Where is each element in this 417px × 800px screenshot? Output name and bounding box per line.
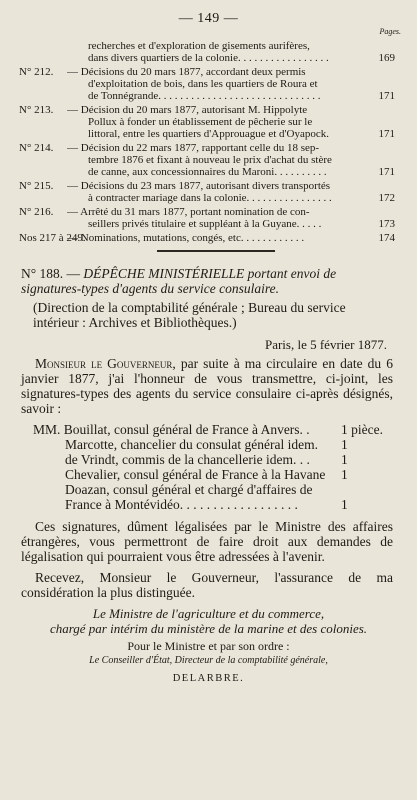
toc-entry-text bbox=[67, 142, 381, 178]
agents-list bbox=[33, 422, 393, 512]
toc-entry-page: 171 bbox=[378, 90, 395, 102]
agent-name: de Vrindt, commis de la chancellerie idem. . . bbox=[65, 452, 310, 467]
toc-entry-page: 172 bbox=[378, 192, 395, 204]
toc-entry-number: N° 213. bbox=[19, 104, 54, 116]
toc-entry-text bbox=[67, 104, 381, 140]
paragraph-intro-text: par suite à ma circulaire en date du 6 janvier 1877, j'ai l'honneur de vous transmettre, ci-joint, les signatures-types des agents du service consulaire ci-après désignés, savoir : bbox=[21, 356, 393, 416]
toc-entry-text bbox=[88, 40, 381, 64]
letter-date: Paris, le 5 février 1877. bbox=[264, 337, 387, 352]
pages-column-label: Pages. bbox=[379, 27, 401, 36]
list-item bbox=[33, 422, 393, 437]
table-of-contents bbox=[0, 40, 417, 246]
section-divider bbox=[157, 250, 275, 252]
signature-order: Pour le Ministre et par son ordre : bbox=[127, 639, 290, 653]
signature-minister bbox=[0, 606, 417, 636]
paragraph-closing: Recevez, Monsieur le Gouverneur, l'assurance de ma considération la plus distinguée. bbox=[21, 570, 393, 600]
document-title-text: DÉPÊCHE MINISTÉRIELLE portant envoi de signatures-types d'agents du service consulaire. bbox=[21, 266, 337, 296]
paragraph-legalization: Ces signatures, dûment légalisées par le Ministre des affaires étrangères, vous permettront de faire droit aux demandes de légalisation qui pourraient vous être adressées à l'avenir. bbox=[21, 519, 393, 564]
toc-line: de Tonnégrande. . . . . . . . . . . . . . . . . . . . . . . . . . . . . . bbox=[88, 90, 321, 102]
toc-entry-page: 173 bbox=[378, 218, 395, 230]
agent-quantity: 1 bbox=[341, 437, 348, 452]
toc-line: — Décisions du 23 mars 1877, autorisant divers transportés bbox=[67, 180, 331, 192]
salutation: Monsieur le Gouverneur, bbox=[35, 356, 176, 371]
toc-entry bbox=[0, 180, 417, 204]
list-item bbox=[33, 467, 393, 482]
agent-name: Doazan, consul général et chargé d'affaires de bbox=[65, 482, 313, 497]
toc-line: de canne, aux concessionnaires du Maroni. . . . . . . . . . bbox=[88, 166, 327, 178]
signature-name: DELARBRE. bbox=[172, 673, 245, 684]
toc-line: à contracter mariage dans la colonie. . . . . . . . . . . . . . . . bbox=[88, 192, 332, 204]
toc-line: — Décision du 22 mars 1877, rapportant celle du 18 sep- bbox=[67, 142, 320, 154]
toc-line: recherches et d'exploration de gisements aurifères, bbox=[88, 40, 310, 52]
agent-quantity: 1 bbox=[341, 497, 348, 512]
toc-entry-text bbox=[67, 180, 381, 204]
toc-entry-page: 171 bbox=[378, 166, 395, 178]
signature-director: Le Conseiller d'État, Directeur de la comptabilité générale, bbox=[89, 655, 328, 666]
toc-entry bbox=[0, 142, 417, 178]
signature-line: Le Ministre de l'agriculture et du commerce, bbox=[92, 606, 325, 621]
agent-name: Marcotte, chancelier du consulat général idem. bbox=[65, 437, 319, 452]
document-title bbox=[21, 266, 393, 296]
toc-entry-number: N° 216. bbox=[19, 206, 54, 218]
toc-entry bbox=[0, 232, 417, 244]
toc-entry-number: N° 212. bbox=[19, 66, 54, 78]
toc-entry bbox=[0, 104, 417, 140]
toc-entry-page: 169 bbox=[378, 52, 395, 64]
toc-entry-text bbox=[67, 66, 381, 102]
toc-line: — Décision du 20 mars 1877, autorisant M. Hippolyte bbox=[67, 104, 308, 116]
toc-line: littoral, entre les quartiers d'Approuague et d'Oyapock. bbox=[88, 128, 329, 140]
toc-entry bbox=[0, 66, 417, 102]
paragraph-intro bbox=[21, 356, 393, 416]
toc-entry-page: 171 bbox=[378, 128, 395, 140]
toc-line: dans divers quartiers de la colonie. . . . . . . . . . . . . . . . . bbox=[88, 52, 329, 64]
toc-entry-text bbox=[67, 206, 381, 230]
agent-quantity: 1 pièce. bbox=[341, 422, 383, 437]
agent-name: France à Montévidéo. . . . . . . . . . . . . . . . . . bbox=[65, 497, 298, 512]
list-item bbox=[33, 497, 393, 512]
toc-entry-page: 174 bbox=[378, 232, 395, 244]
list-item bbox=[33, 482, 393, 497]
toc-entry-number: Nos 217 à 249. bbox=[19, 232, 86, 244]
signature-line: chargé par intérim du ministère de la marine et des colonies. bbox=[49, 621, 368, 636]
toc-line: — Nominations, mutations, congés, etc. . . . . . . . . . . . bbox=[67, 232, 305, 244]
toc-line: Pollux à fonder un établissement de pêcherie sur le bbox=[88, 116, 313, 128]
toc-entry bbox=[0, 206, 417, 230]
agent-name: Chevalier, consul général de France à la Havane bbox=[65, 467, 326, 482]
toc-line: — Arrêté du 31 mars 1877, portant nomination de con- bbox=[67, 206, 310, 218]
toc-entry-text bbox=[67, 232, 381, 244]
agent-name: MM. Bouillat, consul général de France à Anvers. . bbox=[33, 422, 310, 437]
toc-entry bbox=[0, 40, 417, 64]
toc-entry-number: N° 215. bbox=[19, 180, 54, 192]
document-title-prefix: N° 188. — bbox=[21, 266, 84, 281]
toc-line: — Décisions du 20 mars 1877, accordant deux permis bbox=[67, 66, 306, 78]
page-number: — 149 — bbox=[178, 11, 239, 26]
agent-quantity: 1 bbox=[341, 452, 348, 467]
toc-entry-number: N° 214. bbox=[19, 142, 54, 154]
direction-note: (Direction de la comptabilité générale ; Bureau du service intérieur : Archives et Bibliothèques.) bbox=[33, 300, 346, 330]
toc-line: tembre 1876 et fixant à nouveau le prix d'achat du stère bbox=[88, 154, 332, 166]
toc-line: seillers privés titulaire et suppléant à la Guyane. . . . . bbox=[88, 218, 322, 230]
toc-line: d'exploitation de bois, dans les quartiers de Roura et bbox=[88, 78, 318, 90]
agent-quantity: 1 bbox=[341, 467, 348, 482]
list-item bbox=[33, 437, 393, 452]
list-item bbox=[33, 452, 393, 467]
